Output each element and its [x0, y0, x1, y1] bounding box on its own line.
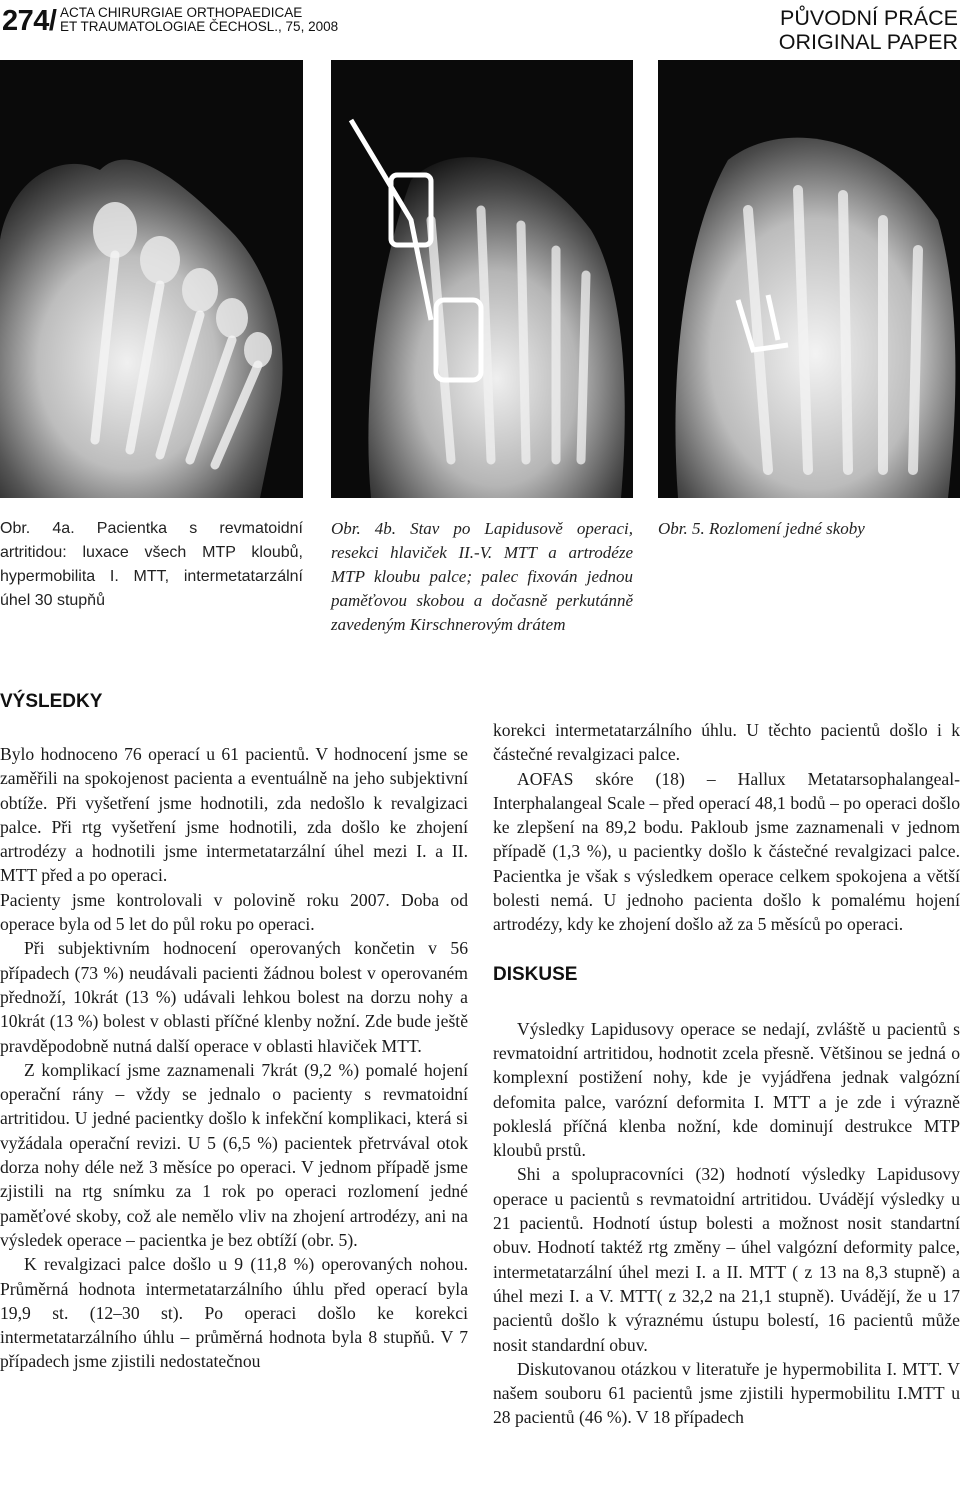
results-heading: VÝSLEDKY — [0, 691, 103, 712]
page-header — [0, 0, 960, 60]
figure-4b-caption: Obr. 4b. Stav po Lapidusově operaci, resekci hlaviček II.-V. MTT a artrodéze MTP kloubu palce; palec fixován jednou paměťovou skobou a dočasně perkutánně zavedeným Kirschnerovým drátem — [331, 519, 633, 634]
results-continuation-paragraph: AOFAS skóre (18) – Hallux Metatarsophalangeal-Interphalangeal Scale – před operací 48,1 bodů – po operaci došlo ke zlepšení na 89,2 bodu. Pakloub jsme zaznamenali v jednom případě (1,3 %), u pacientky došlo k částečné revalgizaci palce. Pacientka je však s výsledkem operace celkem spokojena a větší bolesti nemá. U jednoho pacienta došlo k pomalému hojení artrodézy, kdy ke zhojení došlo až za 5 měsíců po operaci. — [493, 768, 960, 935]
results-paragraph: Bylo hodnoceno 76 operací u 61 pacientů. V hodnocení jsme se zaměřili na spokojenost pacienta a eventuálně na jeho subjektivní obtíže. Při vyšetření jsme hodnotili, zda nedošlo k revalgizaci palce. Při rtg vyšetření jsme hodnotili, zda došlo ke zhojení artrodézy a hodnotili jsme intermetatarzální úhel mezi I. a II. MTT před a po operaci. — [0, 744, 468, 886]
xray-4a-image — [0, 60, 303, 498]
journal-title-line1: ACTA CHIRURGIAE ORTHOPAEDICAE — [60, 5, 303, 20]
discussion-paragraph: Výsledky Lapidusovy operace se nedají, zvláště u pacientů s revmatoidní artritidou, hodnotit zcela přesně. Většinou se jedná o komplexní postižení nohy, kde je vyjádřena jednak valgózní defomita palce, varózní deformita I. MTT a je zde i výrazně pokleslá příčná klenba nožní, kde dominují destrukce MTP kloubů prstů. — [493, 1018, 960, 1161]
article-type-line1: PŮVODNÍ PRÁCE — [779, 6, 958, 30]
figure-5-caption: Obr. 5. Rozlomení jedné skoby — [658, 519, 865, 538]
results-paragraph: Pacienty jsme kontrolovali v polovině roku 2007. Doba od operace byla od 5 let do půl roku po operaci. — [0, 889, 468, 935]
xray-figure-4b — [331, 60, 633, 498]
results-paragraph: Z komplikací jsme zaznamenali 7krát (9,2 %) pomalé hojení operační rány – vždy se jednalo o pacienty s revmatoidní artritidou. U jedné pacientky došlo k infekční komplikaci, která si vyžádala operační revizi. U 5 (6,5 %) pacientek přetrvával otok dorza nohy déle než 3 měsíce po operaci. V jednom případě jsme zjistili na rtg snímku za 1 rok po operaci rozlomení jedné paměťové skoby, což ale nemělo vliv na zhojení artrodézy, ani na výsledek operace – pacientka je bez obtíží (obr. 5). — [0, 1059, 468, 1250]
xray-figure-5 — [658, 60, 960, 498]
xray-5-image — [658, 60, 960, 498]
discussion-heading: DISKUSE — [493, 963, 578, 985]
page-number: 274/ — [2, 5, 57, 37]
results-paragraph: Při subjektivním hodnocení operovaných končetin v 56 případech (73 %) neudávali pacienti žádnou bolest v operovaném přednoží, 10krát (13 %) udávali lehkou bolest na dorzu nohy a 10krát (13 %) bolest v oblasti příčné klenby nožní. Zde bude ještě pravděpodobně nutná další operace v oblasti hlaviček MTT. — [0, 938, 468, 1056]
xray-4b-image — [331, 60, 633, 498]
journal-title-line2: ET TRAUMATOLOGIAE ČECHOSL., 75, 2008 — [60, 19, 339, 34]
figure-4a-caption: Obr. 4a. Pacientka s revmatoidní artritidou: luxace všech MTP kloubů, hypermobilita I. MTT, intermetatarzální úhel 30 stupňů — [0, 520, 303, 609]
results-continuation-paragraph: korekci intermetatarzálního úhlu. U těchto pacientů došlo i k částečné revalgizaci palce. — [493, 720, 960, 765]
article-type — [779, 6, 958, 54]
column-right — [493, 718, 960, 1430]
results-paragraph: K revalgizaci palce došlo u 9 (11,8 %) operovaných nohou. Průměrná hodnota intermetatarzálního úhlu před operací byla 19,9 st. (12–30 st). Po operaci došlo ke korekci intermetatarzálního úhlu – průměrná hodnota byla 8 stupňů. V 7 případech jsme zjistili nedostatečnou — [0, 1254, 468, 1372]
discussion-paragraph: Shi a spolupracovníci (32) hodnotí výsledky Lapidusovy operace u pacientů s revmatoidní artritidou. Uvádějí výsledky u 21 pacientů. Hodnotí ústup bolesti a možnost nosit standartní obuv. Hodnotí taktéž rtg změny – úhel valgózní deformity palce, intermetatarzální úhel mezi I. a II. MTT ( z 13 na 8,3 stupně) a úhel mezi I. a V. MTT( z 32,2 na 21,1 stupně). Uvádějí, že u 17 pacientů došlo k výraznému ústupu bolestí, 16 pacientů může nosit standardní obuv. — [493, 1164, 960, 1355]
article-type-line2: ORIGINAL PAPER — [778, 30, 958, 54]
xray-figure-4a — [0, 60, 303, 498]
journal-title — [60, 6, 338, 34]
discussion-paragraph: Diskutovanou otázkou v literatuře je hypermobilita I. MTT. V našem souboru 61 pacientů jsme zjistili hypermobilitu I.MTT u 28 pacientů (46 %). V 18 případech — [493, 1358, 960, 1428]
column-left — [0, 690, 468, 1374]
